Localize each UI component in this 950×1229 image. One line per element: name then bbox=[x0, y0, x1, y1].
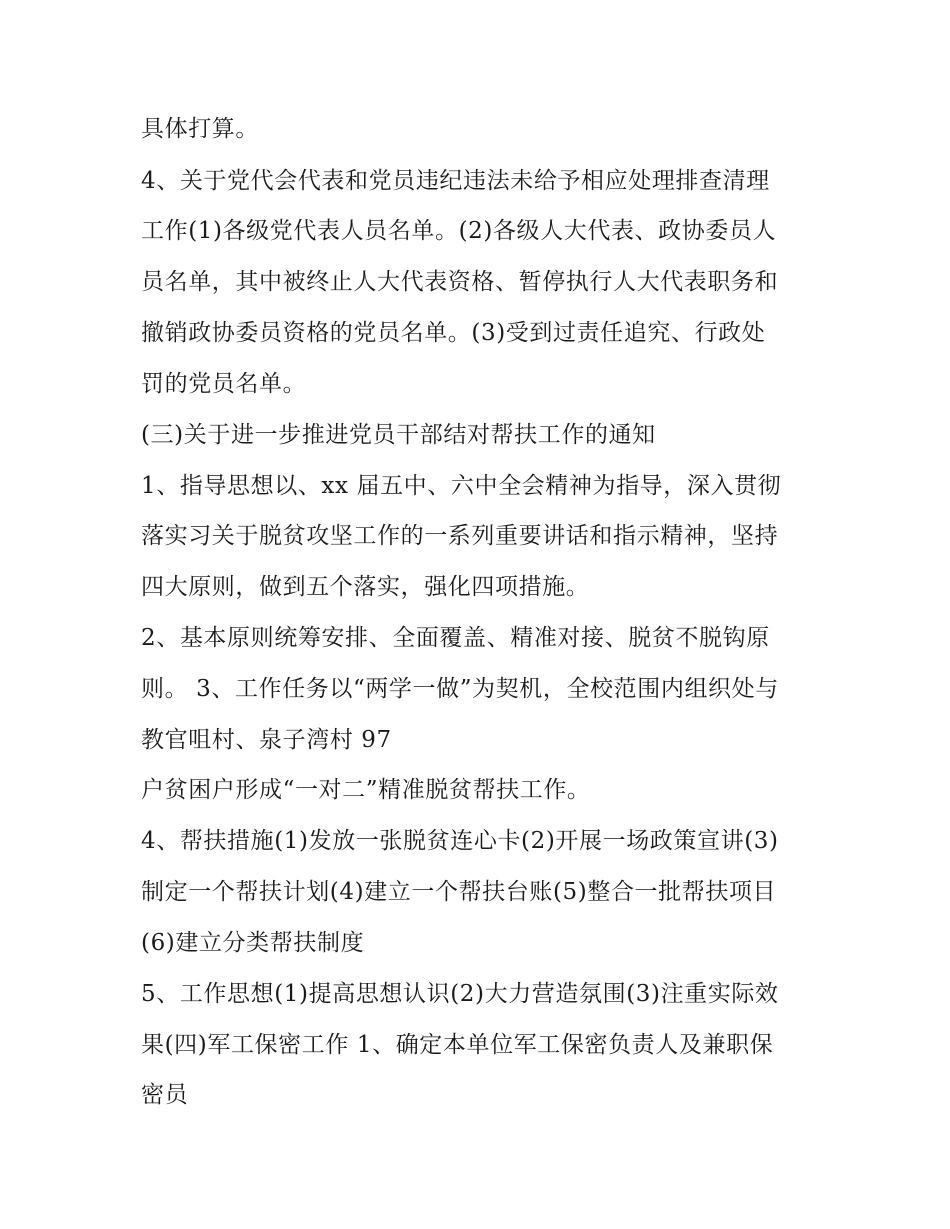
text-line: 制定一个帮扶计划(4)建立一个帮扶台账(5)整合一批帮扶项目 bbox=[141, 879, 777, 905]
text-line: 4、关于党代会代表和党员违纪违法未给予相应处理排查清理 bbox=[141, 168, 770, 194]
text-line: 密员 bbox=[141, 1082, 189, 1108]
text-line: 四大原则，做到五个落实，强化四项措施。 bbox=[141, 574, 590, 600]
text-line: 落实习关于脱贫攻坚工作的一系列重要讲话和指示精神，坚持 bbox=[141, 523, 779, 549]
text-line: 1、指导思想以、xx 届五中、六中全会精神为指导，深入贯彻 bbox=[141, 473, 782, 499]
text-line: 2、基本原则统筹安排、全面覆盖、精准对接、脱贫不脱钩原 bbox=[141, 625, 770, 651]
text-line: 则。 3、工作任务以“两学一做”为契机，全校范围内组织处与 bbox=[141, 676, 779, 702]
text-line: 罚的党员名单。 bbox=[141, 371, 307, 397]
text-line: 户贫困户形成“一对二”精准脱贫帮扶工作。 bbox=[141, 777, 591, 803]
text-line: 4、帮扶措施(1)发放一张脱贫连心卡(2)开展一场政策宣讲(3) bbox=[141, 828, 779, 854]
section-heading: (三)关于进一步推进党员干部结对帮扶工作的通知 bbox=[141, 422, 656, 448]
text-line: 员名单，其中被终止人大代表资格、暂停执行人大代表职务和 bbox=[141, 269, 779, 295]
text-line: 撤销政协委员资格的党员名单。(3)受到过责任追究、行政处 bbox=[141, 320, 766, 346]
text-line: 教官咀村、泉子湾村 97 bbox=[141, 727, 392, 753]
text-line: 具体打算。 bbox=[141, 116, 259, 142]
text-line: (6)建立分类帮扶制度 bbox=[141, 930, 365, 956]
text-line: 果(四)军工保密工作 1、确定本单位军工保密负责人及兼职保 bbox=[141, 1032, 774, 1058]
text-line: 5、工作思想(1)提高思想认识(2)大力营造氛围(3)注重实际效 bbox=[141, 981, 779, 1007]
text-line: 工作(1)各级党代表人员名单。(2)各级人大代表、政协委员人 bbox=[141, 218, 777, 244]
